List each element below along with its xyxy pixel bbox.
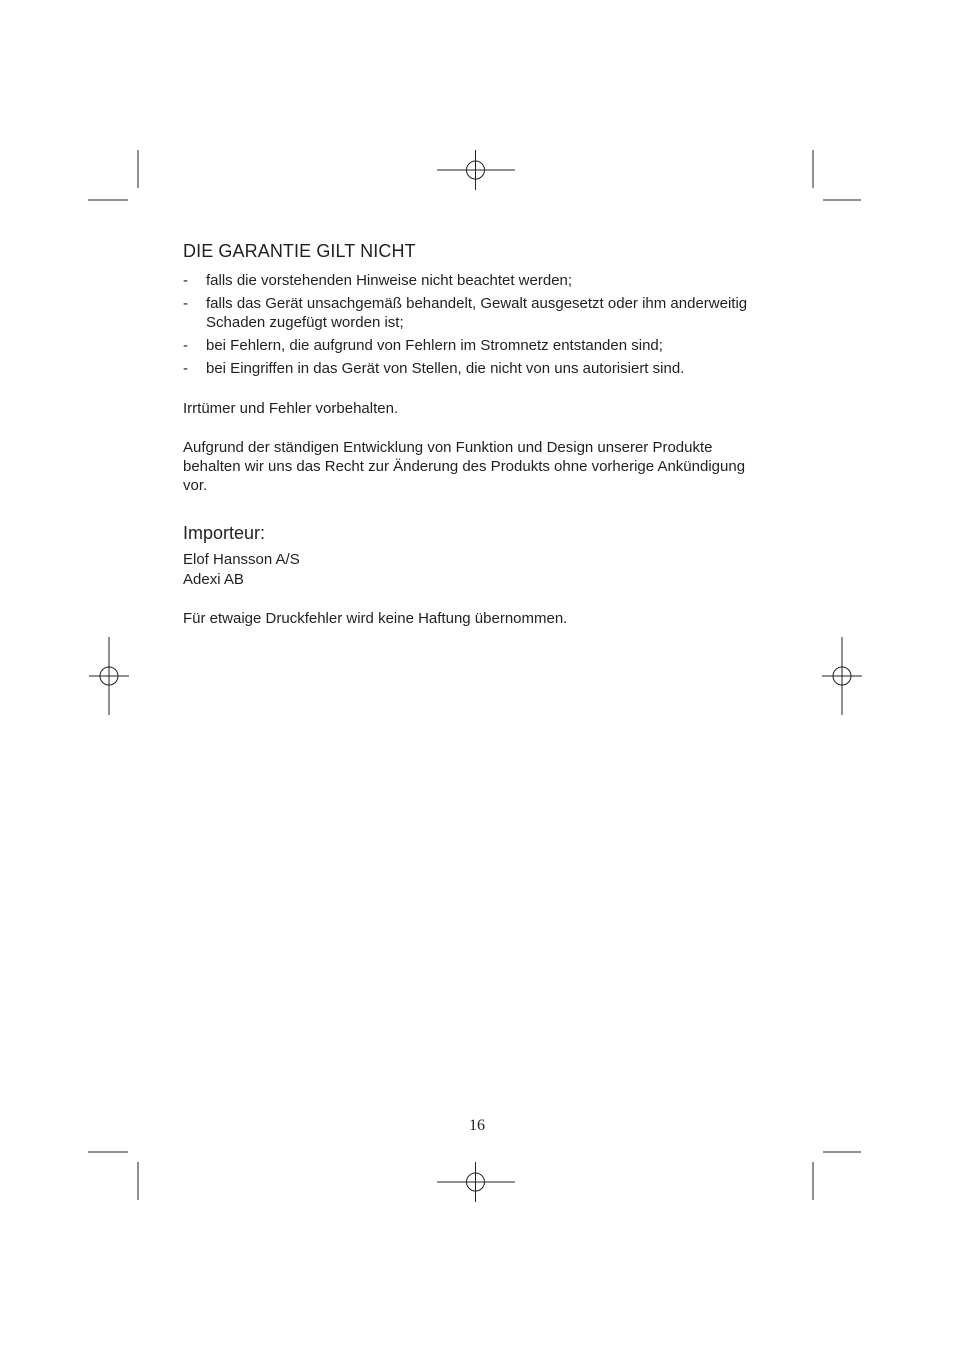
list-item bbox=[183, 294, 783, 332]
list-item-text: falls das Gerät unsachgemäß behandelt, Gewalt ausgesetzt oder ihm anderweitig Schaden zugefügt worden ist; bbox=[206, 295, 748, 331]
bullet-dash: - bbox=[183, 272, 188, 289]
bullet-dash: - bbox=[183, 337, 188, 354]
list-item bbox=[183, 359, 783, 378]
crop-mark-bottom-left bbox=[88, 1150, 140, 1202]
list-item bbox=[183, 336, 783, 355]
importer-name: Elof Hansson A/S bbox=[183, 551, 300, 568]
registration-mark-right bbox=[822, 637, 862, 715]
warranty-heading: DIE GARANTIE GILT NICHT bbox=[183, 241, 416, 261]
list-item-text: bei Fehlern, die aufgrund von Fehlern im Stromnetz entstanden sind; bbox=[206, 337, 663, 354]
bullet-dash: - bbox=[183, 360, 188, 377]
registration-mark-top bbox=[437, 150, 515, 190]
errors-reserved-note: Irrtümer und Fehler vorbehalten. bbox=[183, 400, 399, 417]
crop-mark-top-right bbox=[812, 150, 864, 202]
page-number: 16 bbox=[469, 1117, 485, 1134]
list-item-text: falls die vorstehenden Hinweise nicht beachtet werden; bbox=[206, 272, 573, 289]
registration-mark-left bbox=[89, 637, 129, 715]
registration-mark-bottom bbox=[437, 1162, 515, 1202]
list-item bbox=[183, 271, 783, 290]
importer-heading: Importeur: bbox=[183, 523, 266, 543]
crop-mark-bottom-right bbox=[812, 1150, 864, 1202]
warranty-exclusion-list bbox=[183, 271, 783, 378]
page-content bbox=[183, 240, 783, 628]
list-item-text: bei Eingriffen in das Gerät von Stellen, die nicht von uns autorisiert sind. bbox=[206, 360, 685, 377]
misprint-disclaimer: Für etwaige Druckfehler wird keine Haftung übernommen. bbox=[183, 610, 568, 627]
importer-name: Adexi AB bbox=[183, 571, 244, 588]
crop-mark-top-left bbox=[88, 150, 140, 202]
product-change-notice: Aufgrund der ständigen Entwicklung von Funktion und Design unserer Produkte behalten wir uns das Recht zur Änderung des Produkts ohne vorherige Ankündigung vor. bbox=[183, 439, 746, 494]
bullet-dash: - bbox=[183, 295, 188, 312]
